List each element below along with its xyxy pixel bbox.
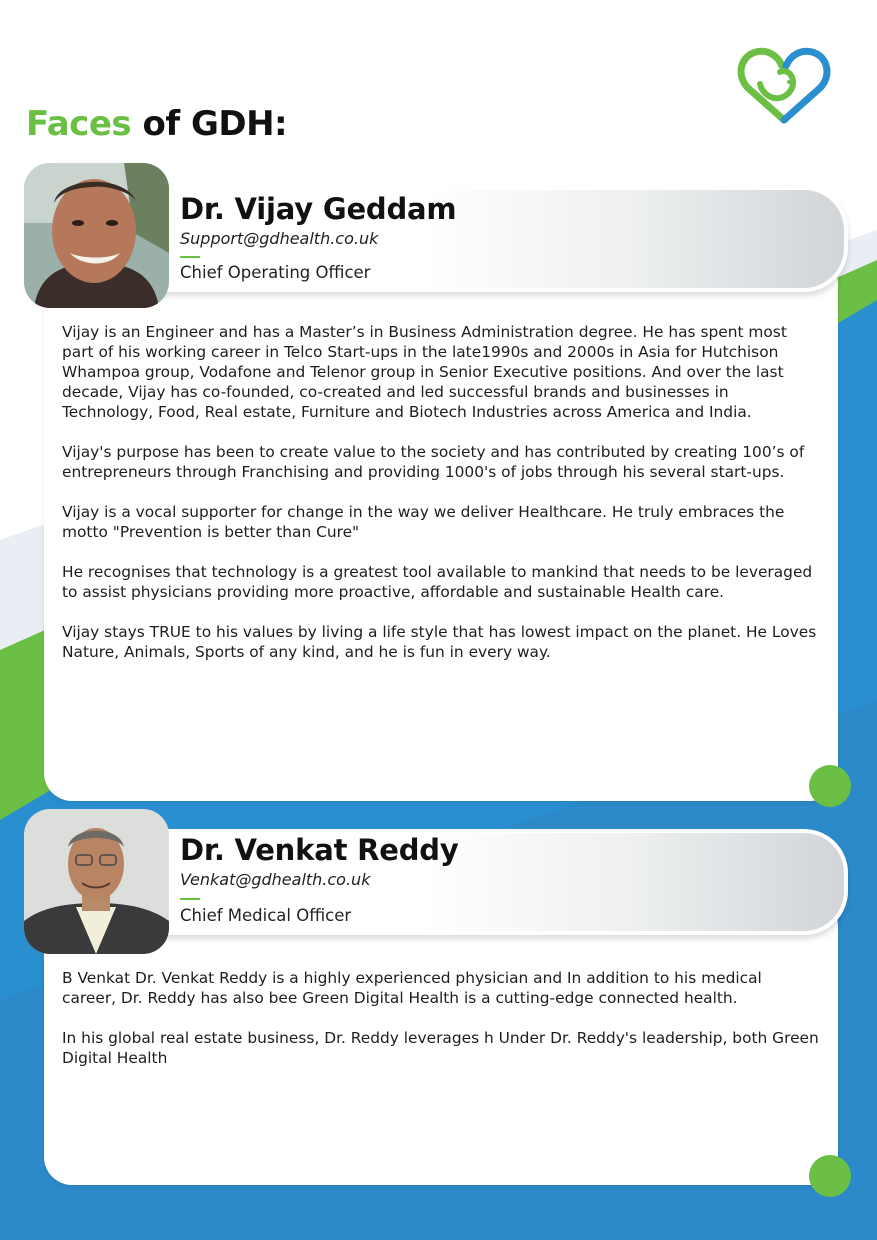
bio-paragraph: B Venkat Dr. Venkat Reddy is a highly experienced physician and In addition to his medical career, Dr. Reddy has also bee Green Digital Health is a cutting-edge connected health.: [62, 969, 762, 1007]
profile-photo-vijay: [24, 163, 169, 308]
page-title-highlight: Faces: [26, 104, 132, 144]
profile-bio: [62, 968, 820, 1088]
profile-email-link[interactable]: Venkat@gdhealth.co.uk: [180, 870, 371, 889]
decorative-dot: [809, 1155, 851, 1197]
profile-bio: [62, 322, 820, 682]
profile-name: Dr. Venkat Reddy: [180, 833, 459, 867]
page-title-rest: of GDH:: [131, 104, 288, 144]
profile-photo-venkat: [24, 809, 169, 954]
profile-name: Dr. Vijay Geddam: [180, 192, 457, 226]
bio-paragraph: Vijay stays TRUE to his values by living a life style that has lowest impact on the planet. He Loves Nature, Animals, Sports of any kind, and he is fun in every way.: [62, 623, 817, 661]
bio-paragraph: Vijay is an Engineer and has a Master’s in Business Administration degree. He has spent most part of his working career in Telco Start-ups in the late1990s and 2000s in Asia for Hutchison Whampoa group, Vodafone and Telenor group in Senior Executive positions. And over the last decade, Vijay has co-founded, co-created and led successful brands and businesses in Technology, Food, Real estate, Furniture and Biotech Industries across America and India.: [62, 323, 787, 421]
page-title: [26, 104, 287, 144]
decorative-dot: [809, 765, 851, 807]
green-divider: [180, 898, 200, 900]
bio-paragraph: He recognises that technology is a greatest tool available to mankind that needs to be leveraged to assist physicians providing more proactive, affordable and sustainable Health care.: [62, 563, 813, 601]
bio-paragraph: Vijay's purpose has been to create value to the society and has contributed by creating 100’s of entrepreneurs through Franchising and providing 1000's of jobs through his several start-ups.: [62, 443, 805, 481]
bio-paragraph: In his global real estate business, Dr. Reddy leverages h Under Dr. Reddy's leadership, both Green Digital Health: [62, 1029, 819, 1067]
gdh-heart-logo-icon: [734, 44, 836, 124]
profile-role: Chief Operating Officer: [180, 263, 371, 282]
profile-role: Chief Medical Officer: [180, 906, 352, 925]
bio-paragraph: Vijay is a vocal supporter for change in the way we deliver Healthcare. He truly embraces the motto "Prevention is better than Cure": [62, 503, 785, 541]
green-divider: [180, 256, 200, 258]
profile-card-vijay: [44, 255, 838, 801]
profile-email-link[interactable]: Support@gdhealth.co.uk: [180, 229, 379, 248]
